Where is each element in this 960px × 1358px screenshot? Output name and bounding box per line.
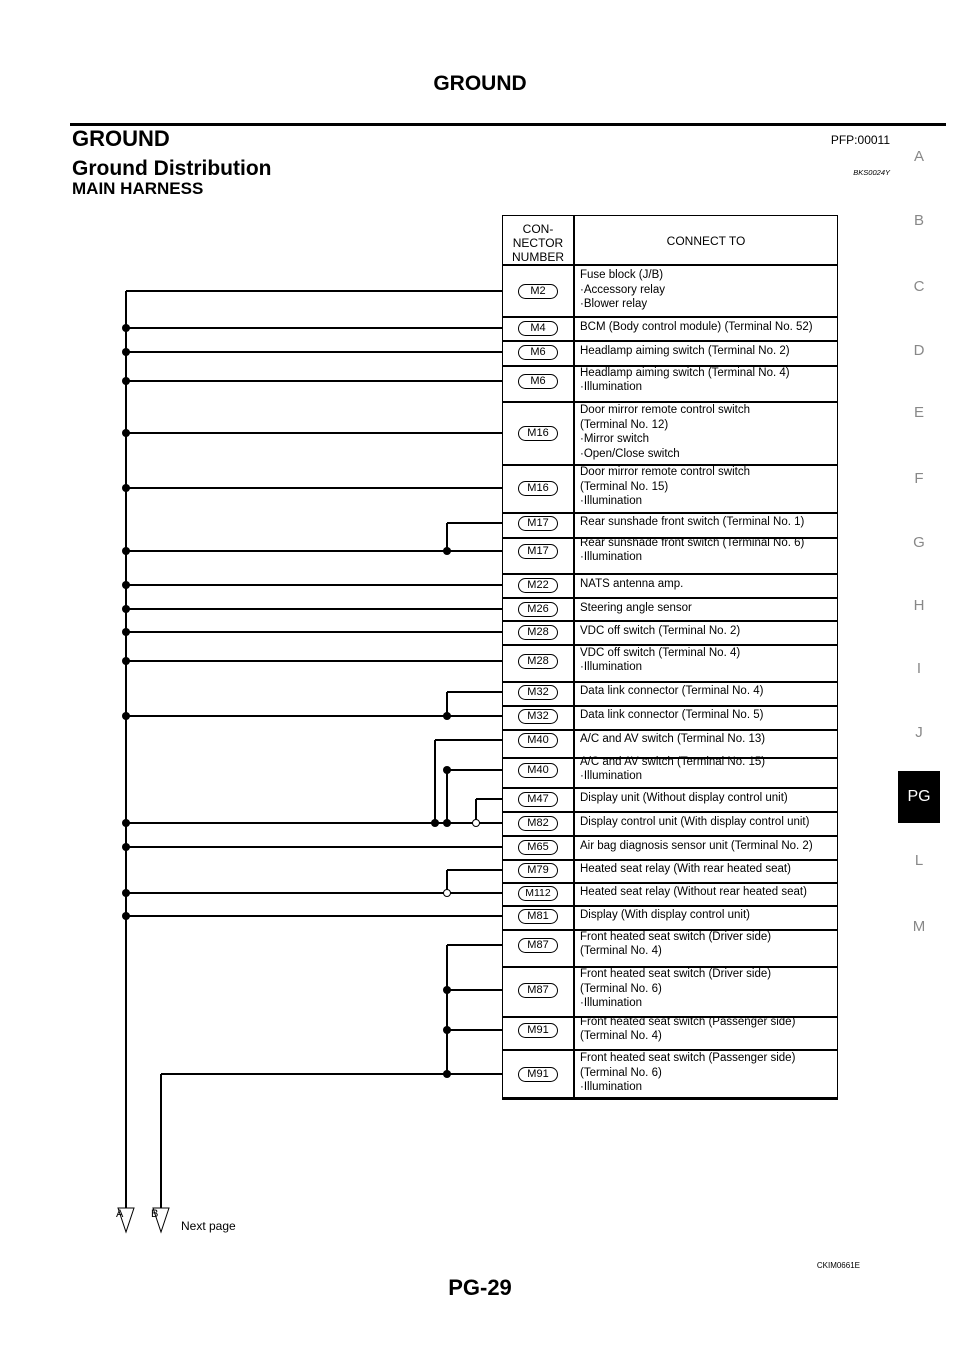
- ground-wire: [447, 989, 502, 990]
- ground-wire-b: [160, 1074, 161, 1208]
- description-line: Front heated seat switch (Passenger side): [580, 1015, 796, 1028]
- description-line: Display unit (Without display control unit): [580, 791, 788, 804]
- description-line: A/C and AV switch (Terminal No. 15): [580, 755, 766, 768]
- subsection-code: BKS0024Y: [853, 168, 890, 177]
- side-index-j[interactable]: J: [915, 724, 923, 741]
- ground-wire: [434, 740, 435, 823]
- side-index-a[interactable]: A: [913, 148, 924, 165]
- connect-to-description: [580, 536, 804, 565]
- next-page-label: Next page: [181, 1219, 236, 1233]
- description-line: VDC off switch (Terminal No. 4): [580, 646, 741, 659]
- table-row-divider: [502, 264, 838, 266]
- description-line: Door mirror remote control switch: [580, 466, 750, 479]
- description-line: BCM (Body control module) (Terminal No. 52): [580, 320, 813, 333]
- table-row-divider: [502, 597, 838, 599]
- ground-wire: [126, 631, 502, 632]
- ground-wire: [126, 660, 502, 661]
- table-row-divider: [502, 811, 838, 813]
- side-index-h[interactable]: H: [913, 597, 925, 614]
- description-line: (Terminal No. 4): [580, 1030, 662, 1042]
- splice-point: [122, 657, 130, 665]
- ground-wire: [126, 327, 502, 328]
- table-row-divider: [502, 316, 838, 318]
- table-row-divider: [502, 1098, 838, 1100]
- table-row-divider: [502, 882, 838, 884]
- description-line: Headlamp aiming switch (Terminal No. 4): [580, 366, 790, 379]
- connect-to-description: [580, 930, 771, 959]
- splice-point: [122, 484, 130, 492]
- ground-wire: [447, 691, 502, 692]
- connector-m17: M17: [518, 516, 558, 531]
- connect-to-description: [580, 366, 790, 395]
- connect-to-description: [580, 1051, 795, 1095]
- ground-wire: [126, 432, 502, 433]
- description-line: (Terminal No. 4): [580, 945, 662, 957]
- splice-point: [122, 712, 130, 720]
- description-line: VDC off switch (Terminal No. 2): [580, 624, 741, 637]
- connect-to-description: [580, 515, 804, 530]
- connector-m16: M16: [518, 426, 558, 441]
- page-number: PG-29: [448, 1275, 512, 1300]
- ground-wire: [435, 739, 502, 740]
- side-index-c[interactable]: C: [913, 278, 925, 295]
- description-line: (Terminal No. 12): [580, 418, 669, 431]
- splice-point: [122, 429, 130, 437]
- ground-wire: [126, 487, 502, 488]
- connector-m2: M2: [518, 284, 558, 299]
- splice-point: [122, 605, 130, 613]
- side-index-f[interactable]: F: [914, 470, 924, 487]
- description-line: ·Illumination: [580, 1081, 642, 1094]
- description-line: ·Blower relay: [580, 298, 648, 311]
- pfp-code: PFP:00011: [830, 133, 890, 147]
- harness-title: MAIN HARNESS: [72, 179, 204, 198]
- connect-to-description: [580, 624, 740, 639]
- description-line: ·Illumination: [580, 997, 642, 1010]
- description-line: A/C and AV switch (Terminal No. 13): [580, 732, 766, 745]
- ground-wire: [476, 798, 502, 799]
- connect-to-header: CONNECT TO: [666, 234, 746, 248]
- connector-m91: M91: [518, 1023, 558, 1038]
- splice-point: [443, 712, 451, 720]
- table-row-divider: [502, 620, 838, 622]
- connector-m17: M17: [518, 544, 558, 559]
- connector-m40: M40: [518, 763, 558, 778]
- ground-wire: [446, 770, 447, 823]
- ground-wire: [126, 380, 502, 381]
- description-line: Front heated seat switch (Driver side): [580, 930, 772, 943]
- ground-wire: [447, 869, 502, 870]
- splice-point: [431, 819, 439, 827]
- connector-m32: M32: [518, 685, 558, 700]
- splice-point: [122, 889, 130, 897]
- connect-to-description: [580, 646, 740, 675]
- connector-m87: M87: [518, 938, 558, 953]
- description-line: Front heated seat switch (Driver side): [580, 968, 772, 981]
- splice-point: [122, 628, 130, 636]
- connector-m79: M79: [518, 863, 558, 878]
- splice-point: [122, 547, 130, 555]
- ground-wire: [161, 1073, 502, 1074]
- ground-wire: [447, 522, 502, 523]
- table-row-divider: [502, 859, 838, 861]
- connect-to-description: [580, 1015, 795, 1044]
- side-index-l[interactable]: L: [914, 852, 924, 869]
- table-row-divider: [502, 787, 838, 789]
- table-row-divider: [502, 681, 838, 683]
- splice-point: [443, 1026, 451, 1034]
- connect-to-description: [580, 344, 790, 359]
- side-index-e[interactable]: E: [913, 404, 924, 421]
- connector-m16: M16: [518, 481, 558, 496]
- connector-m6: M6: [518, 345, 558, 360]
- connect-to-description: [580, 268, 665, 312]
- connect-to-description: [580, 791, 788, 806]
- connector-m22: M22: [518, 578, 558, 593]
- connect-to-description: [580, 908, 750, 923]
- connector-m81: M81: [518, 909, 558, 924]
- side-index-g[interactable]: G: [913, 534, 925, 551]
- splice-point: [443, 547, 451, 555]
- connector-m82: M82: [518, 816, 558, 831]
- connector-m91: M91: [518, 1067, 558, 1082]
- description-line: Steering angle sensor: [580, 601, 692, 614]
- table-row-divider: [502, 573, 838, 575]
- description-line: Rear sunshade front switch (Terminal No. 6): [580, 536, 805, 549]
- table-row-divider: [502, 729, 838, 731]
- side-index-b[interactable]: B: [913, 212, 924, 229]
- connector-m26: M26: [518, 602, 558, 617]
- ground-wire: [446, 945, 447, 1074]
- connect-to-description: [580, 320, 813, 335]
- header-line: CON-: [522, 222, 554, 236]
- connect-to-description: [580, 708, 763, 723]
- ground-wire: [126, 608, 502, 609]
- ground-wire: [126, 290, 502, 291]
- splice-point: [122, 819, 130, 827]
- side-index-i[interactable]: I: [916, 660, 922, 677]
- ground-wire: [126, 351, 502, 352]
- connector-m112: M112: [518, 886, 558, 901]
- connector-m28: M28: [518, 625, 558, 640]
- ground-wire: [447, 769, 502, 770]
- header-line: NUMBER: [511, 250, 564, 264]
- ground-wire: [447, 1029, 502, 1030]
- ground-wire: [126, 915, 502, 916]
- connect-to-description: [580, 815, 809, 830]
- description-line: ·Illumination: [580, 551, 642, 563]
- connector-m4: M4: [518, 321, 558, 336]
- connect-to-description: [580, 684, 763, 699]
- side-index-m[interactable]: M: [912, 918, 926, 935]
- connect-to-description: [580, 967, 771, 1011]
- side-index-d[interactable]: D: [913, 342, 925, 359]
- description-line: ·Illumination: [580, 661, 642, 673]
- description-line: NATS antenna amp.: [580, 577, 684, 590]
- connect-to-description: [580, 755, 765, 784]
- description-line: Heated seat relay (With rear heated seat): [580, 862, 791, 875]
- connector-m47: M47: [518, 792, 558, 807]
- connect-to-description: [580, 862, 791, 877]
- table-row-divider: [502, 340, 838, 342]
- open-splice-point: [472, 819, 480, 827]
- page-header-title: GROUND: [433, 72, 527, 95]
- description-line: Front heated seat switch (Passenger side): [580, 1052, 796, 1065]
- splice-point: [122, 843, 130, 851]
- ground-wire: [126, 846, 502, 847]
- ground-wire: [447, 944, 502, 945]
- connect-to-description: [580, 465, 750, 509]
- connector-m6: M6: [518, 374, 558, 389]
- connector-m32: M32: [518, 709, 558, 724]
- description-line: ·Open/Close switch: [580, 447, 680, 460]
- ground-wire: [126, 584, 502, 585]
- description-line: (Terminal No. 6): [580, 1066, 662, 1079]
- connector-number-header: [502, 222, 574, 264]
- figure-code: CKIM0661E: [816, 1261, 860, 1270]
- open-splice-point: [443, 889, 451, 897]
- terminal-b-label: B: [151, 1208, 159, 1220]
- description-line: (Terminal No. 6): [580, 982, 662, 995]
- description-line: (Terminal No. 15): [580, 480, 669, 493]
- connect-to-description: [580, 885, 807, 900]
- description-line: Headlamp aiming switch (Terminal No. 2): [580, 344, 790, 357]
- header-rule: [70, 123, 946, 126]
- description-line: ·Illumination: [580, 381, 642, 393]
- description-line: Rear sunshade front switch (Terminal No. 1): [580, 515, 805, 528]
- connect-to-description: [580, 732, 765, 747]
- connect-to-description: [580, 577, 683, 592]
- splice-point: [122, 348, 130, 356]
- table-row-divider: [502, 512, 838, 514]
- side-index-pg[interactable]: PG: [898, 771, 940, 823]
- table-row-divider: [502, 705, 838, 707]
- splice-point: [122, 377, 130, 385]
- splice-point: [443, 819, 451, 827]
- connector-m40: M40: [518, 733, 558, 748]
- connect-to-description: [580, 403, 750, 461]
- description-line: ·Mirror switch: [580, 433, 649, 445]
- description-line: ·Accessory relay: [580, 283, 665, 296]
- table-row-divider: [502, 905, 838, 907]
- splice-point: [122, 581, 130, 589]
- section-title: GROUND: [72, 126, 170, 151]
- description-line: Display control unit (With display control unit): [580, 815, 810, 828]
- description-line: Heated seat relay (Without rear heated seat): [580, 885, 807, 898]
- table-row-divider: [502, 835, 838, 837]
- connect-to-description: [580, 601, 692, 616]
- connector-m65: M65: [518, 840, 558, 855]
- description-line: Data link connector (Terminal No. 4): [580, 684, 764, 697]
- subsection-title: Ground Distribution: [72, 157, 272, 180]
- header-line: NECTOR: [512, 236, 564, 250]
- description-line: ·Illumination: [580, 770, 642, 782]
- connector-m28: M28: [518, 654, 558, 669]
- splice-point: [122, 324, 130, 332]
- connect-to-description: [580, 839, 813, 854]
- connector-m87: M87: [518, 983, 558, 998]
- splice-point: [443, 986, 451, 994]
- description-line: Display (With display control unit): [580, 908, 751, 921]
- terminal-a-label: A: [116, 1208, 124, 1220]
- description-line: Air bag diagnosis sensor unit (Terminal No. 2): [580, 839, 813, 852]
- splice-point: [122, 912, 130, 920]
- description-line: ·Illumination: [580, 495, 642, 508]
- description-line: Data link connector (Terminal No. 5): [580, 708, 764, 721]
- description-line: Door mirror remote control switch: [580, 404, 750, 416]
- description-line: Fuse block (J/B): [580, 269, 664, 282]
